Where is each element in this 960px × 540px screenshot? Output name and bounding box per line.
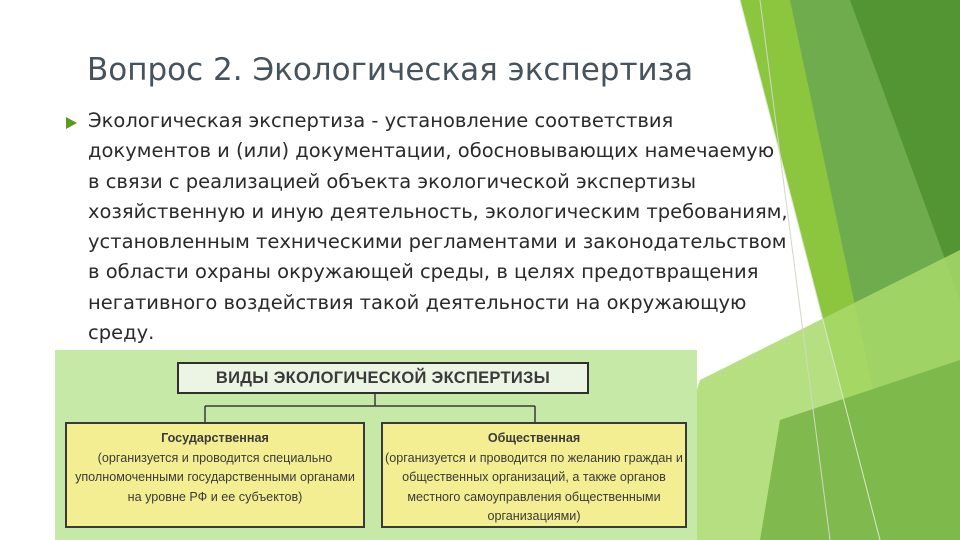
state-expertise-box — [65, 422, 365, 528]
definition-text: Экологическая экспертиза - установление соответствия документов и (или) документации, обосновывающих намечаемую в связи с реализацией объекта экологической экспертизы хозяйственную и иную деятельность, экологическим требованиям, установленным техническими регламентами и законодательством в области охраны окружающей среды, в целях предотвращения негативного воздействия такой деятельности на окружающую среду. — [88, 109, 788, 345]
types-diagram — [55, 350, 697, 540]
triangle-bullet-icon — [66, 117, 77, 129]
public-expertise-heading: Общественная — [487, 431, 581, 445]
public-expertise-description: (организуется и проводится по желанию граждан и общественных организаций, а также органов местного самоуправления общественными организациями) — [385, 450, 683, 523]
state-expertise-description: (организуется и проводится специально уполномоченными государственными органами на уровне РФ и ее субъектов) — [75, 450, 355, 504]
public-expertise-box — [381, 422, 687, 528]
diagram-title: ВИДЫ ЭКОЛОГИЧЕСКОЙ ЭКСПЕРТИЗЫ — [177, 362, 589, 394]
slide-title: Вопрос 2. Экологическая экспертиза — [87, 52, 694, 88]
state-expertise-heading: Государственная — [161, 431, 269, 445]
